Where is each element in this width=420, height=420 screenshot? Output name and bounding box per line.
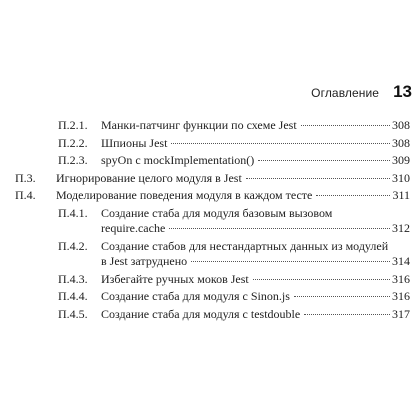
toc-entry-title-line2: require.cache (101, 221, 166, 235)
toc-entry[interactable] (0, 118, 410, 134)
dot-leader (169, 228, 390, 229)
running-head-title: Оглавление (311, 86, 380, 100)
toc-entry[interactable] (0, 188, 410, 204)
toc-entry-page: 314 (392, 254, 410, 268)
toc-entry[interactable] (0, 289, 410, 305)
dot-leader (171, 143, 390, 144)
dot-leader (246, 178, 390, 179)
toc-entry-page: 316 (392, 271, 410, 286)
toc-entry-page: 311 (392, 188, 410, 202)
table-of-contents (0, 118, 410, 324)
toc-entry-number: П.2.1. (58, 118, 88, 132)
toc-entry-number: П.2.3. (58, 153, 88, 167)
toc-entry[interactable] (0, 307, 410, 323)
toc-entry-number: П.2.2. (58, 135, 88, 150)
dot-leader (258, 160, 390, 161)
toc-entry-title: Создание стаба для модуля с testdouble (101, 306, 301, 321)
toc-entry-title: Манки-патчинг функции по схеме Jest (101, 118, 297, 132)
toc-entry-number: П.4.5. (58, 306, 88, 321)
dot-leader (191, 261, 390, 262)
toc-entry-page: 309 (392, 153, 410, 167)
toc-entry[interactable] (0, 153, 410, 169)
toc-entry-number: П.4. (15, 188, 36, 202)
toc-entry-page: 316 (392, 289, 410, 303)
dot-leader (316, 195, 390, 196)
running-head (311, 82, 412, 102)
toc-entry[interactable] (0, 206, 410, 237)
toc-entry-title: spyOn с mockImplementation() (101, 153, 255, 167)
toc-entry-page: 308 (392, 118, 410, 132)
toc-entry[interactable] (0, 272, 410, 288)
page-number: 13 (393, 82, 412, 101)
toc-entry[interactable] (0, 239, 410, 270)
toc-entry-page: 312 (392, 221, 410, 235)
toc-entry-title: Игнорирование целого модуля в Jest (56, 170, 242, 185)
toc-entry-number: П.4.4. (58, 289, 88, 303)
toc-entry-number: П.4.1. (58, 205, 88, 220)
toc-entry-number: П.4.2. (58, 238, 88, 253)
toc-entry-title: Избегайте ручных моков Jest (101, 271, 249, 286)
toc-entry-title-line1: Создание стабов для нестандартных данных из модулей (101, 238, 389, 253)
dot-leader (294, 296, 390, 297)
toc-entry-page: 310 (392, 170, 410, 185)
toc-entry[interactable] (0, 136, 410, 152)
toc-entry-title: Моделирование поведения модуля в каждом тесте (56, 188, 313, 202)
toc-entry-page: 317 (392, 306, 410, 321)
toc-entry-title: Создание стаба для модуля с Sinon.js (101, 289, 290, 303)
toc-entry-title-line1: Создание стаба для модуля базовым вызовом (101, 205, 333, 220)
toc-entry-number: П.4.3. (58, 271, 88, 286)
dot-leader (304, 314, 390, 315)
toc-entry-page: 308 (392, 135, 410, 150)
dot-leader (253, 279, 390, 280)
toc-entry-title: Шпионы Jest (101, 135, 168, 150)
toc-entry-number: П.3. (15, 170, 36, 185)
toc-entry[interactable] (0, 171, 410, 187)
dot-leader (301, 125, 390, 126)
toc-entry-title-line2: в Jest затруднено (101, 254, 188, 268)
